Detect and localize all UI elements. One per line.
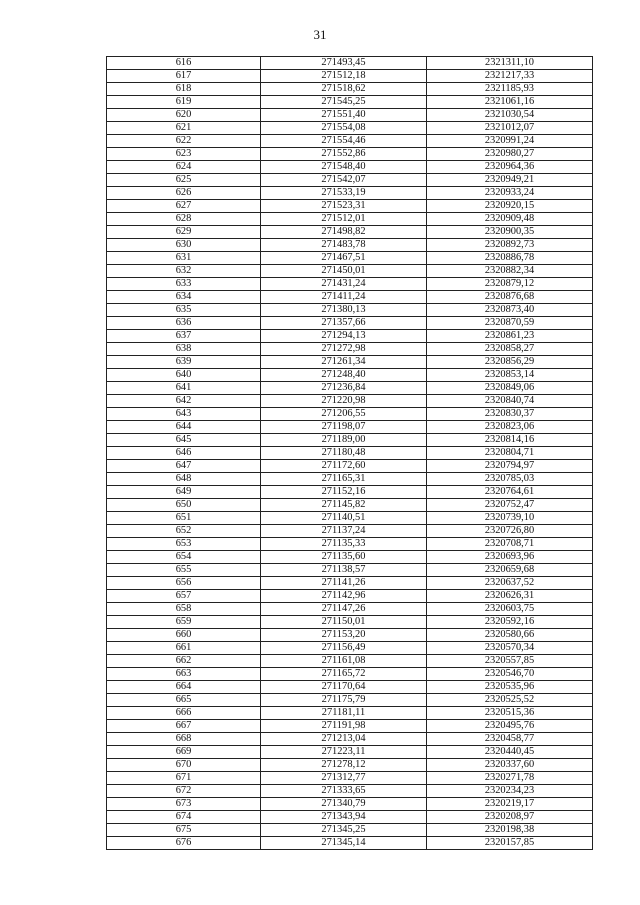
- y-coordinate-cell: 2320592,16: [427, 616, 593, 629]
- point-number-cell: 629: [107, 226, 261, 239]
- y-coordinate-cell: 2320856,29: [427, 356, 593, 369]
- table-row: [107, 824, 593, 837]
- point-number-cell: 634: [107, 291, 261, 304]
- y-coordinate-cell: 2320840,74: [427, 395, 593, 408]
- table-row: [107, 577, 593, 590]
- point-number-cell: 656: [107, 577, 261, 590]
- y-coordinate-cell: 2320157,85: [427, 837, 593, 850]
- x-coordinate-cell: 271261,34: [261, 356, 427, 369]
- x-coordinate-cell: 271545,25: [261, 96, 427, 109]
- x-coordinate-cell: 271156,49: [261, 642, 427, 655]
- x-coordinate-cell: 271138,57: [261, 564, 427, 577]
- y-coordinate-cell: 2320726,80: [427, 525, 593, 538]
- point-number-cell: 660: [107, 629, 261, 642]
- point-number-cell: 667: [107, 720, 261, 733]
- point-number-cell: 646: [107, 447, 261, 460]
- x-coordinate-cell: 271142,96: [261, 590, 427, 603]
- y-coordinate-cell: 2321185,93: [427, 83, 593, 96]
- point-number-cell: 649: [107, 486, 261, 499]
- point-number-cell: 670: [107, 759, 261, 772]
- x-coordinate-cell: 271206,55: [261, 408, 427, 421]
- x-coordinate-cell: 271272,98: [261, 343, 427, 356]
- x-coordinate-cell: 271189,00: [261, 434, 427, 447]
- table-row: [107, 486, 593, 499]
- point-number-cell: 627: [107, 200, 261, 213]
- table-row: [107, 343, 593, 356]
- table-row: [107, 473, 593, 486]
- point-number-cell: 635: [107, 304, 261, 317]
- table-row: [107, 135, 593, 148]
- x-coordinate-cell: 271141,26: [261, 577, 427, 590]
- x-coordinate-cell: 271498,82: [261, 226, 427, 239]
- table-row: [107, 811, 593, 824]
- y-coordinate-cell: 2320603,75: [427, 603, 593, 616]
- point-number-cell: 672: [107, 785, 261, 798]
- x-coordinate-cell: 271345,14: [261, 837, 427, 850]
- table-row: [107, 369, 593, 382]
- y-coordinate-cell: 2320876,68: [427, 291, 593, 304]
- table-row: [107, 187, 593, 200]
- table-row: [107, 83, 593, 96]
- table-row: [107, 291, 593, 304]
- point-number-cell: 663: [107, 668, 261, 681]
- x-coordinate-cell: 271140,51: [261, 512, 427, 525]
- table-row: [107, 356, 593, 369]
- point-number-cell: 638: [107, 343, 261, 356]
- point-number-cell: 643: [107, 408, 261, 421]
- table-row: [107, 668, 593, 681]
- y-coordinate-cell: 2320234,23: [427, 785, 593, 798]
- x-coordinate-cell: 271333,65: [261, 785, 427, 798]
- point-number-cell: 653: [107, 538, 261, 551]
- point-number-cell: 662: [107, 655, 261, 668]
- y-coordinate-cell: 2320708,71: [427, 538, 593, 551]
- point-number-cell: 616: [107, 57, 261, 70]
- y-coordinate-cell: 2321012,07: [427, 122, 593, 135]
- table-row: [107, 772, 593, 785]
- table-row: [107, 694, 593, 707]
- table-row: [107, 460, 593, 473]
- point-number-cell: 650: [107, 499, 261, 512]
- x-coordinate-cell: 271548,40: [261, 161, 427, 174]
- table-row: [107, 538, 593, 551]
- x-coordinate-cell: 271135,60: [261, 551, 427, 564]
- y-coordinate-cell: 2320814,16: [427, 434, 593, 447]
- x-coordinate-cell: 271512,01: [261, 213, 427, 226]
- point-number-cell: 652: [107, 525, 261, 538]
- table-row: [107, 616, 593, 629]
- x-coordinate-cell: 271223,11: [261, 746, 427, 759]
- table-row: [107, 629, 593, 642]
- point-number-cell: 636: [107, 317, 261, 330]
- point-number-cell: 620: [107, 109, 261, 122]
- point-number-cell: 624: [107, 161, 261, 174]
- y-coordinate-cell: 2320198,38: [427, 824, 593, 837]
- coordinates-table: [106, 56, 593, 850]
- y-coordinate-cell: 2320879,12: [427, 278, 593, 291]
- x-coordinate-cell: 271450,01: [261, 265, 427, 278]
- y-coordinate-cell: 2320440,45: [427, 746, 593, 759]
- y-coordinate-cell: 2320949,21: [427, 174, 593, 187]
- y-coordinate-cell: 2321217,33: [427, 70, 593, 83]
- x-coordinate-cell: 271431,24: [261, 278, 427, 291]
- page-number: 31: [313, 27, 327, 42]
- table-row: [107, 512, 593, 525]
- y-coordinate-cell: 2320830,37: [427, 408, 593, 421]
- y-coordinate-cell: 2320858,27: [427, 343, 593, 356]
- y-coordinate-cell: 2320900,35: [427, 226, 593, 239]
- table-row: [107, 837, 593, 850]
- table-row: [107, 57, 593, 70]
- x-coordinate-cell: 271294,13: [261, 330, 427, 343]
- y-coordinate-cell: 2320535,96: [427, 681, 593, 694]
- point-number-cell: 673: [107, 798, 261, 811]
- x-coordinate-cell: 271343,94: [261, 811, 427, 824]
- table-row: [107, 525, 593, 538]
- point-number-cell: 637: [107, 330, 261, 343]
- point-number-cell: 623: [107, 148, 261, 161]
- point-number-cell: 619: [107, 96, 261, 109]
- table-row: [107, 161, 593, 174]
- point-number-cell: 657: [107, 590, 261, 603]
- y-coordinate-cell: 2320570,34: [427, 642, 593, 655]
- x-coordinate-cell: 271165,72: [261, 668, 427, 681]
- point-number-cell: 630: [107, 239, 261, 252]
- y-coordinate-cell: 2320458,77: [427, 733, 593, 746]
- table-row: [107, 642, 593, 655]
- point-number-cell: 626: [107, 187, 261, 200]
- table-row: [107, 564, 593, 577]
- y-coordinate-cell: 2320870,59: [427, 317, 593, 330]
- point-number-cell: 644: [107, 421, 261, 434]
- x-coordinate-cell: 271380,13: [261, 304, 427, 317]
- y-coordinate-cell: 2320849,06: [427, 382, 593, 395]
- x-coordinate-cell: 271554,08: [261, 122, 427, 135]
- table-row: [107, 499, 593, 512]
- x-coordinate-cell: 271357,66: [261, 317, 427, 330]
- point-number-cell: 632: [107, 265, 261, 278]
- x-coordinate-cell: 271175,79: [261, 694, 427, 707]
- x-coordinate-cell: 271161,08: [261, 655, 427, 668]
- point-number-cell: 647: [107, 460, 261, 473]
- y-coordinate-cell: 2320909,48: [427, 213, 593, 226]
- table-row: [107, 200, 593, 213]
- coordinates-table-body: [107, 57, 593, 850]
- x-coordinate-cell: 271533,19: [261, 187, 427, 200]
- y-coordinate-cell: 2320804,71: [427, 447, 593, 460]
- point-number-cell: 633: [107, 278, 261, 291]
- table-row: [107, 122, 593, 135]
- point-number-cell: 651: [107, 512, 261, 525]
- table-row: [107, 70, 593, 83]
- y-coordinate-cell: 2320546,70: [427, 668, 593, 681]
- table-row: [107, 317, 593, 330]
- y-coordinate-cell: 2320219,17: [427, 798, 593, 811]
- x-coordinate-cell: 271278,12: [261, 759, 427, 772]
- point-number-cell: 658: [107, 603, 261, 616]
- y-coordinate-cell: 2321030,54: [427, 109, 593, 122]
- y-coordinate-cell: 2320525,52: [427, 694, 593, 707]
- x-coordinate-cell: 271213,04: [261, 733, 427, 746]
- x-coordinate-cell: 271145,82: [261, 499, 427, 512]
- x-coordinate-cell: 271172,60: [261, 460, 427, 473]
- point-number-cell: 675: [107, 824, 261, 837]
- y-coordinate-cell: 2320659,68: [427, 564, 593, 577]
- x-coordinate-cell: 271152,16: [261, 486, 427, 499]
- table-row: [107, 655, 593, 668]
- point-number-cell: 639: [107, 356, 261, 369]
- table-row: [107, 330, 593, 343]
- point-number-cell: 671: [107, 772, 261, 785]
- x-coordinate-cell: 271191,98: [261, 720, 427, 733]
- x-coordinate-cell: 271523,31: [261, 200, 427, 213]
- point-number-cell: 674: [107, 811, 261, 824]
- table-row: [107, 590, 593, 603]
- point-number-cell: 617: [107, 70, 261, 83]
- y-coordinate-cell: 2320785,03: [427, 473, 593, 486]
- table-row: [107, 408, 593, 421]
- x-coordinate-cell: 271153,20: [261, 629, 427, 642]
- y-coordinate-cell: 2320557,85: [427, 655, 593, 668]
- y-coordinate-cell: 2320637,52: [427, 577, 593, 590]
- table-row: [107, 746, 593, 759]
- point-number-cell: 640: [107, 369, 261, 382]
- y-coordinate-cell: 2320980,27: [427, 148, 593, 161]
- x-coordinate-cell: 271518,62: [261, 83, 427, 96]
- y-coordinate-cell: 2320853,14: [427, 369, 593, 382]
- x-coordinate-cell: 271312,77: [261, 772, 427, 785]
- table-row: [107, 603, 593, 616]
- table-row: [107, 278, 593, 291]
- table-row: [107, 421, 593, 434]
- table-row: [107, 226, 593, 239]
- y-coordinate-cell: 2320886,78: [427, 252, 593, 265]
- y-coordinate-cell: 2320337,60: [427, 759, 593, 772]
- y-coordinate-cell: 2320752,47: [427, 499, 593, 512]
- x-coordinate-cell: 271340,79: [261, 798, 427, 811]
- x-coordinate-cell: 271180,48: [261, 447, 427, 460]
- x-coordinate-cell: 271165,31: [261, 473, 427, 486]
- table-row: [107, 785, 593, 798]
- table-row: [107, 759, 593, 772]
- y-coordinate-cell: 2320873,40: [427, 304, 593, 317]
- point-number-cell: 664: [107, 681, 261, 694]
- x-coordinate-cell: 271345,25: [261, 824, 427, 837]
- table-row: [107, 720, 593, 733]
- point-number-cell: 645: [107, 434, 261, 447]
- y-coordinate-cell: 2320271,78: [427, 772, 593, 785]
- table-row: [107, 447, 593, 460]
- point-number-cell: 665: [107, 694, 261, 707]
- point-number-cell: 622: [107, 135, 261, 148]
- table-row: [107, 681, 593, 694]
- point-number-cell: 642: [107, 395, 261, 408]
- point-number-cell: 676: [107, 837, 261, 850]
- point-number-cell: 655: [107, 564, 261, 577]
- table-row: [107, 148, 593, 161]
- x-coordinate-cell: 271137,24: [261, 525, 427, 538]
- y-coordinate-cell: 2320861,23: [427, 330, 593, 343]
- point-number-cell: 625: [107, 174, 261, 187]
- y-coordinate-cell: 2320208,97: [427, 811, 593, 824]
- table-row: [107, 395, 593, 408]
- y-coordinate-cell: 2320693,96: [427, 551, 593, 564]
- table-row: [107, 239, 593, 252]
- y-coordinate-cell: 2320515,36: [427, 707, 593, 720]
- x-coordinate-cell: 271236,84: [261, 382, 427, 395]
- x-coordinate-cell: 271551,40: [261, 109, 427, 122]
- y-coordinate-cell: 2320933,24: [427, 187, 593, 200]
- y-coordinate-cell: 2320823,06: [427, 421, 593, 434]
- table-row: [107, 213, 593, 226]
- x-coordinate-cell: 271467,51: [261, 252, 427, 265]
- x-coordinate-cell: 271170,64: [261, 681, 427, 694]
- table-row: [107, 551, 593, 564]
- y-coordinate-cell: 2320495,76: [427, 720, 593, 733]
- table-row: [107, 96, 593, 109]
- table-row: [107, 382, 593, 395]
- x-coordinate-cell: 271411,24: [261, 291, 427, 304]
- x-coordinate-cell: 271220,98: [261, 395, 427, 408]
- point-number-cell: 659: [107, 616, 261, 629]
- x-coordinate-cell: 271150,01: [261, 616, 427, 629]
- y-coordinate-cell: 2320882,34: [427, 265, 593, 278]
- table-row: [107, 434, 593, 447]
- y-coordinate-cell: 2320626,31: [427, 590, 593, 603]
- y-coordinate-cell: 2321061,16: [427, 96, 593, 109]
- point-number-cell: 648: [107, 473, 261, 486]
- y-coordinate-cell: 2320580,66: [427, 629, 593, 642]
- x-coordinate-cell: 271554,46: [261, 135, 427, 148]
- y-coordinate-cell: 2320794,97: [427, 460, 593, 473]
- x-coordinate-cell: 271198,07: [261, 421, 427, 434]
- x-coordinate-cell: 271552,86: [261, 148, 427, 161]
- table-row: [107, 304, 593, 317]
- y-coordinate-cell: 2320892,73: [427, 239, 593, 252]
- point-number-cell: 621: [107, 122, 261, 135]
- point-number-cell: 661: [107, 642, 261, 655]
- point-number-cell: 641: [107, 382, 261, 395]
- table-row: [107, 798, 593, 811]
- x-coordinate-cell: 271135,33: [261, 538, 427, 551]
- table-row: [107, 707, 593, 720]
- y-coordinate-cell: 2320764,61: [427, 486, 593, 499]
- point-number-cell: 628: [107, 213, 261, 226]
- x-coordinate-cell: 271542,07: [261, 174, 427, 187]
- x-coordinate-cell: 271483,78: [261, 239, 427, 252]
- x-coordinate-cell: 271181,11: [261, 707, 427, 720]
- table-row: [107, 265, 593, 278]
- point-number-cell: 666: [107, 707, 261, 720]
- x-coordinate-cell: 271147,26: [261, 603, 427, 616]
- x-coordinate-cell: 271493,45: [261, 57, 427, 70]
- table-row: [107, 733, 593, 746]
- y-coordinate-cell: 2321311,10: [427, 57, 593, 70]
- y-coordinate-cell: 2320739,10: [427, 512, 593, 525]
- point-number-cell: 631: [107, 252, 261, 265]
- point-number-cell: 668: [107, 733, 261, 746]
- point-number-cell: 669: [107, 746, 261, 759]
- x-coordinate-cell: 271512,18: [261, 70, 427, 83]
- x-coordinate-cell: 271248,40: [261, 369, 427, 382]
- y-coordinate-cell: 2320920,15: [427, 200, 593, 213]
- table-row: [107, 109, 593, 122]
- point-number-cell: 654: [107, 551, 261, 564]
- y-coordinate-cell: 2320991,24: [427, 135, 593, 148]
- point-number-cell: 618: [107, 83, 261, 96]
- table-row: [107, 252, 593, 265]
- y-coordinate-cell: 2320964,36: [427, 161, 593, 174]
- table-row: [107, 174, 593, 187]
